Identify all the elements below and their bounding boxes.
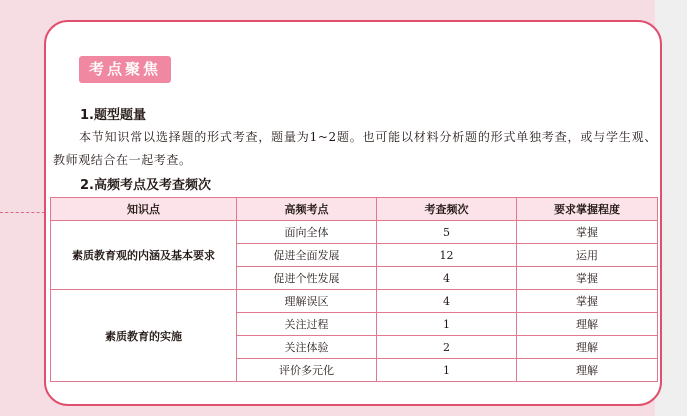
table-row [51, 290, 658, 313]
frequency-cell: 4 [377, 290, 517, 313]
frequency-cell: 2 [377, 336, 517, 359]
topic-cell: 素质教育观的内涵及基本要求 [51, 221, 237, 290]
frequency-cell: 1 [377, 313, 517, 336]
level-cell: 掌握 [517, 267, 658, 290]
cut-guide-line [0, 212, 50, 213]
frequency-cell: 5 [377, 221, 517, 244]
level-cell: 理解 [517, 336, 658, 359]
frequency-cell: 12 [377, 244, 517, 267]
table-header-row [51, 198, 658, 221]
level-cell: 理解 [517, 359, 658, 382]
header-frequency: 考查频次 [377, 198, 517, 221]
level-cell: 掌握 [517, 221, 658, 244]
point-cell: 促进全面发展 [237, 244, 377, 267]
table-row [51, 221, 658, 244]
level-cell: 理解 [517, 313, 658, 336]
heading-question-type: 1.题型题量 [80, 108, 146, 123]
point-cell: 理解误区 [237, 290, 377, 313]
frequency-cell: 4 [377, 267, 517, 290]
level-cell: 运用 [517, 244, 658, 267]
point-cell: 促进个性发展 [237, 267, 377, 290]
frequency-cell: 1 [377, 359, 517, 382]
topic-cell: 素质教育的实施 [51, 290, 237, 382]
point-cell: 面向全体 [237, 221, 377, 244]
point-cell: 关注体验 [237, 336, 377, 359]
intro-paragraph: 本节知识常以选择题的形式考查，题量为1~2题。也可能以材料分析题的形式单独考查，或与学生观、教师观结合在一起考查。 [53, 130, 657, 167]
header-point: 高频考点 [237, 198, 377, 221]
section-tag: 考点聚焦 [79, 56, 171, 83]
heading-frequency: 2.高频考点及考查频次 [80, 178, 211, 193]
frequency-table [50, 197, 658, 382]
point-cell: 评价多元化 [237, 359, 377, 382]
header-level: 要求掌握程度 [517, 198, 658, 221]
point-cell: 关注过程 [237, 313, 377, 336]
header-knowledge: 知识点 [51, 198, 237, 221]
level-cell: 掌握 [517, 290, 658, 313]
